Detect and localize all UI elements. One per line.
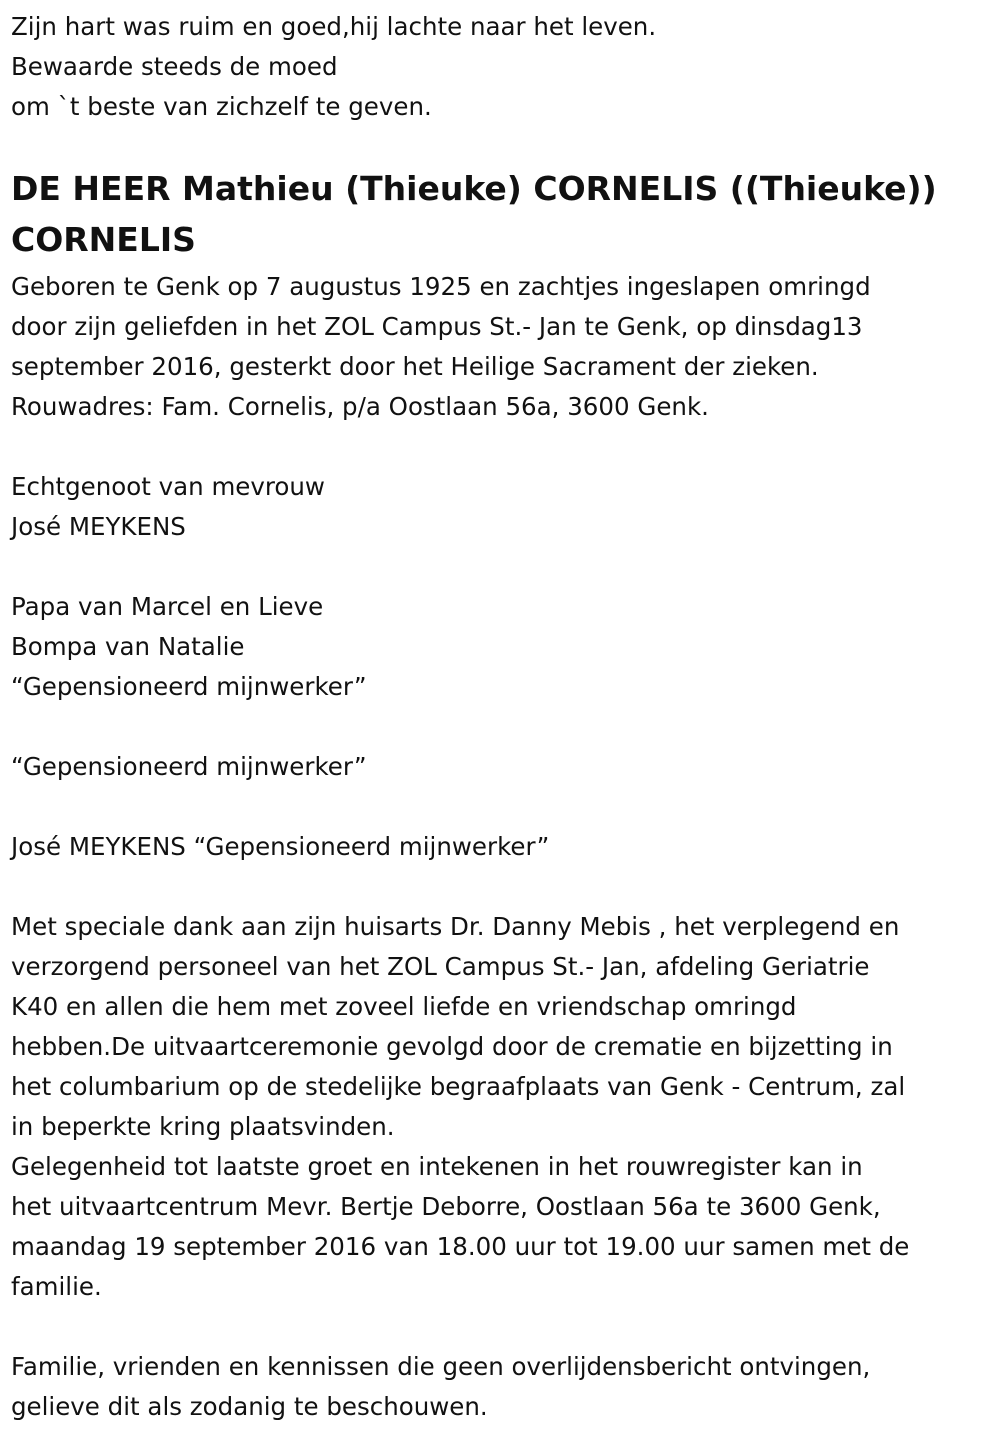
paragraph-line: Echtgenoot van mevrouw [11,472,325,501]
paragraph-line: “Gepensioneerd mijnwerker” [11,672,367,701]
paragraph-line: Met speciale dank aan zijn huisarts Dr. Danny Mebis , het verplegend en [11,912,900,941]
poem-line: Bewaarde steeds de moed [11,52,338,81]
paragraph-line: Rouwadres: Fam. Cornelis, p/a Oostlaan 56a, 3600 Genk. [11,392,709,421]
paragraph [11,587,1000,707]
paragraph-line: Papa van Marcel en Lieve [11,592,324,621]
paragraph-line: K40 en allen die hem met zoveel liefde en vriendschap omringd [11,992,797,1021]
paragraph [11,267,1000,427]
paragraph [11,467,1000,547]
deceased-title [11,165,1000,263]
paragraph [11,1347,1000,1427]
paragraph-line: Geboren te Genk op 7 augustus 1925 en zachtjes ingeslapen omringd [11,272,871,301]
paragraph-line: het columbarium op de stedelijke begraafplaats van Genk - Centrum, zal [11,1072,906,1101]
obituary-body [11,267,1000,1427]
paragraph [11,827,1000,867]
title-line: DE HEER Mathieu (Thieuke) CORNELIS ((Thieuke)) [11,169,937,208]
paragraph-line: het uitvaartcentrum Mevr. Bertje Deborre, Oostlaan 56a te 3600 Genk, [11,1192,881,1221]
paragraph-spacer [11,787,1000,827]
paragraph-line: Bompa van Natalie [11,632,245,661]
poem [11,7,1000,127]
paragraph-line: Gelegenheid tot laatste groet en intekenen in het rouwregister kan in [11,1152,863,1181]
paragraph-spacer [11,707,1000,747]
poem-line: om `t beste van zichzelf te geven. [11,92,432,121]
poem-line: Zijn hart was ruim en goed,hij lachte naar het leven. [11,12,657,41]
paragraph-line: José MEYKENS [11,512,186,541]
paragraph-line: José MEYKENS “Gepensioneerd mijnwerker” [11,832,550,861]
paragraph [11,747,1000,787]
paragraph-line: door zijn geliefden in het ZOL Campus St.- Jan te Genk, op dinsdag13 [11,312,863,341]
paragraph-line: verzorgend personeel van het ZOL Campus St.- Jan, afdeling Geriatrie [11,952,870,981]
paragraph-line: september 2016, gesterkt door het Heilige Sacrament der zieken. [11,352,819,381]
paragraph-line: gelieve dit als zodanig te beschouwen. [11,1392,488,1421]
title-line: CORNELIS [11,220,196,259]
paragraph-line: maandag 19 september 2016 van 18.00 uur tot 19.00 uur samen met de [11,1232,910,1261]
paragraph-spacer [11,547,1000,587]
paragraph-line: “Gepensioneerd mijnwerker” [11,752,367,781]
paragraph-line: Familie, vrienden en kennissen die geen overlijdensbericht ontvingen, [11,1352,871,1381]
paragraph-spacer [11,867,1000,907]
paragraph-line: hebben.De uitvaartceremonie gevolgd door de crematie en bijzetting in [11,1032,893,1061]
paragraph-spacer [11,427,1000,467]
paragraph-line: familie. [11,1272,102,1301]
paragraph [11,907,1000,1307]
paragraph-line: in beperkte kring plaatsvinden. [11,1112,395,1141]
paragraph-spacer [11,1307,1000,1347]
